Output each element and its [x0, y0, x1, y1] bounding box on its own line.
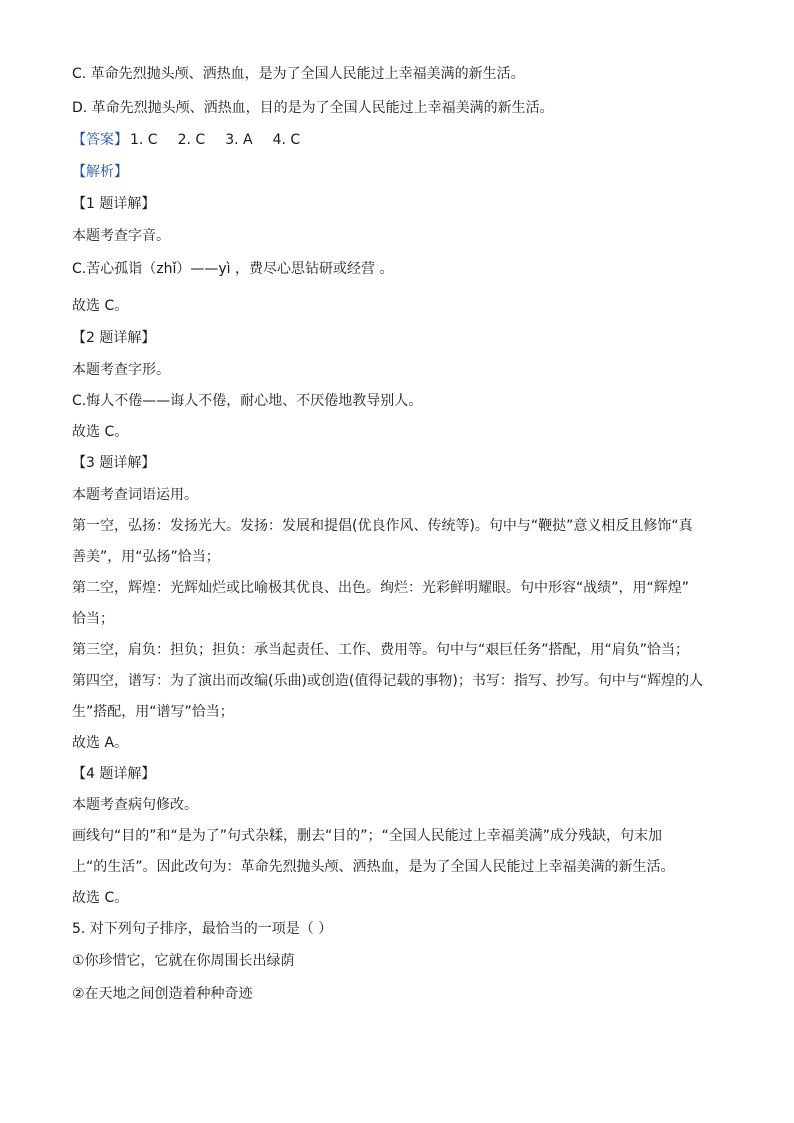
q4-line-1: 画线句“目的”和“是为了”句式杂糅，删去“目的”；“全国人民能过上幸福美满”成分残缺，句末加 [72, 828, 663, 844]
answer-item-4: 4. C [272, 132, 301, 148]
q3-line-4: 恰当； [72, 611, 114, 627]
q1-intro: 本题考查字音。 [72, 228, 170, 244]
option-c: C. 革命先烈抛头颅、洒热血，是为了全国人民能过上幸福美满的新生活。 [72, 66, 525, 82]
q2-detail: C.悔人不倦——诲人不倦，耐心地、不厌倦地教导别人。 [72, 393, 423, 409]
q3-intro: 本题考查词语运用。 [72, 487, 198, 503]
answer-tag: 【答案】 [72, 132, 128, 148]
q3-conclusion: 故选 A。 [72, 735, 129, 751]
q4-line-2: 上“的生活”。因此改句为：革命先烈抛头颅、洒热血，是为了全国人民能过上幸福美满的新生活。 [72, 859, 675, 875]
analysis-tag: 【解析】 [72, 164, 128, 180]
answer-line [72, 130, 732, 150]
q3-line-5: 第三空，肩负：担负；担负：承当起责任、工作、费用等。句中与“艰巨任务”搭配，用“肩负”恰当； [72, 642, 690, 658]
q2-heading: 【2 题详解】 [72, 330, 156, 346]
q3-line-3: 第二空，辉煌：光辉灿烂或比喻极其优良、出色。绚烂：光彩鲜明耀眼。句中形容“战绩”，用“辉煌” [72, 580, 690, 596]
q5-item-2: ②在天地之间创造着种种奇迹 [72, 986, 253, 1002]
q4-intro: 本题考查病句修改。 [72, 797, 198, 813]
q4-heading: 【4 题详解】 [72, 766, 156, 782]
q5-question: 5. 对下列句子排序，最恰当的一项是（ ） [72, 921, 333, 937]
q5-item-1: ①你珍惜它，它就在你周围长出绿荫 [72, 953, 295, 969]
q3-line-6: 第四空，谱写：为了演出而改编(乐曲)或创造(值得记载的事物)；书写：指写、抄写。句中与“辉煌的人 [72, 673, 704, 689]
q2-conclusion: 故选 C。 [72, 424, 129, 440]
option-d: D. 革命先烈抛头颅、洒热血，目的是为了全国人民能过上幸福美满的新生活。 [72, 100, 554, 116]
answer-item-1: 1. C [130, 132, 158, 148]
q3-line-7: 生”搭配，用“谱写”恰当； [72, 704, 234, 720]
q1-detail: C.苦心孤诣（zhǐ）——yì ，费尽心思钻研或经营 。 [72, 261, 394, 277]
q1-heading: 【1 题详解】 [72, 196, 156, 212]
answer-item-2: 2. C [177, 132, 206, 148]
q3-heading: 【3 题详解】 [72, 455, 156, 471]
q3-line-1: 第一空，弘扬：发扬光大。发扬：发展和提倡(优良作风、传统等)。句中与“鞭挞”意义相反且修饰“真 [72, 518, 693, 534]
q2-intro: 本题考查字形。 [72, 362, 170, 378]
q1-conclusion: 故选 C。 [72, 298, 129, 314]
q4-conclusion: 故选 C。 [72, 890, 129, 906]
answer-item-3: 3. A [225, 132, 253, 148]
q3-line-2: 善美”，用“弘扬”恰当； [72, 549, 220, 565]
